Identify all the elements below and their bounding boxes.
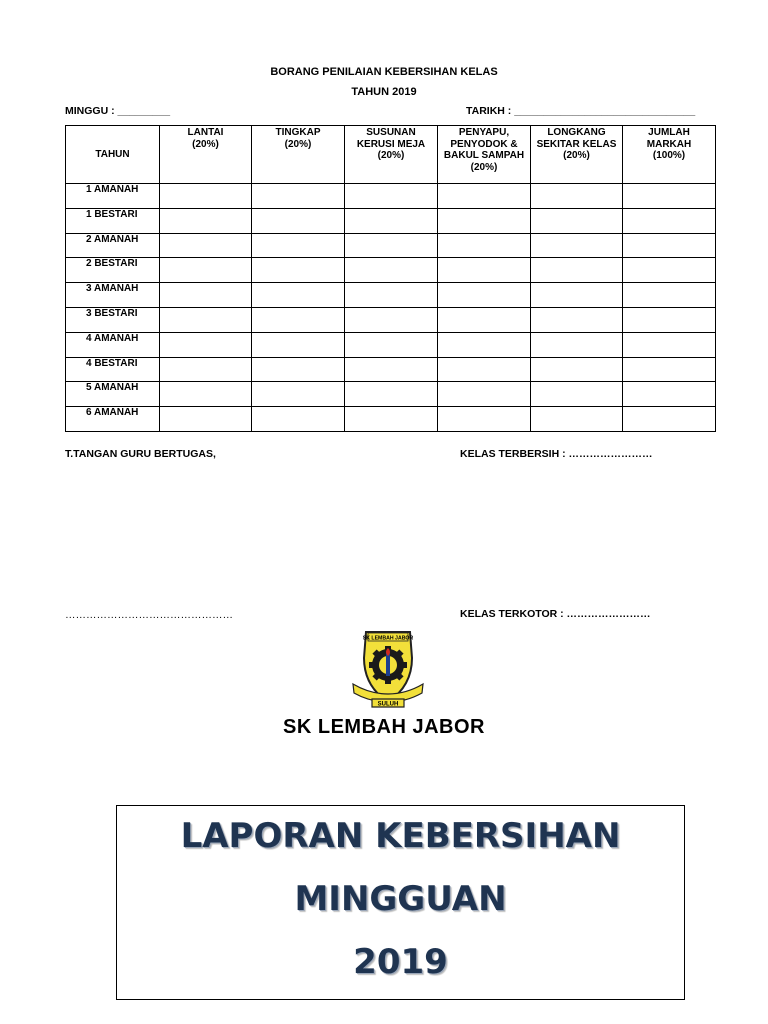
score-cell[interactable] [623, 283, 716, 308]
score-cell[interactable] [531, 407, 623, 432]
dirtiest-class-label: KELAS TERKOTOR : …………………… [460, 608, 651, 620]
class-name-cell: 2 AMANAH [66, 233, 160, 258]
score-cell[interactable] [438, 307, 531, 332]
table-row [66, 233, 716, 258]
score-cell[interactable] [623, 332, 716, 357]
score-cell[interactable] [345, 258, 438, 283]
score-cell[interactable] [531, 382, 623, 407]
score-cell[interactable] [345, 357, 438, 382]
score-cell[interactable] [531, 357, 623, 382]
score-cell[interactable] [531, 332, 623, 357]
score-cell[interactable] [623, 184, 716, 209]
logo-banner-text: SULUH [377, 701, 399, 708]
score-cell[interactable] [438, 233, 531, 258]
evaluation-table [65, 125, 716, 432]
score-cell[interactable] [345, 208, 438, 233]
score-cell[interactable] [623, 357, 716, 382]
score-cell[interactable] [345, 307, 438, 332]
score-cell[interactable] [623, 382, 716, 407]
score-cell[interactable] [252, 184, 345, 209]
score-cell[interactable] [438, 283, 531, 308]
score-cell[interactable] [531, 208, 623, 233]
score-cell[interactable] [623, 208, 716, 233]
table-row [66, 184, 716, 209]
score-cell[interactable] [160, 332, 252, 357]
class-name-cell: 6 AMANAH [66, 407, 160, 432]
table-body [66, 184, 716, 432]
score-cell[interactable] [252, 332, 345, 357]
table-row [66, 258, 716, 283]
signature-label: T.TANGAN GURU BERTUGAS, [65, 448, 216, 460]
score-cell[interactable] [345, 407, 438, 432]
score-cell[interactable] [160, 307, 252, 332]
table-row [66, 357, 716, 382]
score-cell[interactable] [438, 184, 531, 209]
form-year: TAHUN 2019 [351, 86, 417, 98]
column-header: JUMLAH MARKAH (100%) [623, 126, 716, 184]
class-name-cell: 5 AMANAH [66, 382, 160, 407]
score-cell[interactable] [160, 382, 252, 407]
class-name-cell: 1 BESTARI [66, 208, 160, 233]
minggu-field: MINGGU : _________ [65, 105, 171, 117]
column-header: TINGKAP (20%) [252, 126, 345, 184]
score-cell[interactable] [531, 233, 623, 258]
score-cell[interactable] [160, 407, 252, 432]
column-header: PENYAPU, PENYODOK & BAKUL SAMPAH (20%) [438, 126, 531, 184]
score-cell[interactable] [531, 184, 623, 209]
score-cell[interactable] [345, 184, 438, 209]
class-name-cell: 1 AMANAH [66, 184, 160, 209]
score-cell[interactable] [252, 382, 345, 407]
class-name-cell: 3 AMANAH [66, 283, 160, 308]
score-cell[interactable] [252, 233, 345, 258]
score-cell[interactable] [345, 283, 438, 308]
signature-line: ………………………………………… [65, 609, 233, 621]
cleanest-class-label: KELAS TERBERSIH : …………………… [460, 448, 653, 460]
column-header-tahun: TAHUN [66, 126, 160, 184]
score-cell[interactable] [531, 258, 623, 283]
score-cell[interactable] [623, 307, 716, 332]
table-row [66, 208, 716, 233]
score-cell[interactable] [531, 307, 623, 332]
report-title-line-1: LAPORAN KEBERSIHAN [180, 816, 621, 856]
column-header: LONGKANG SEKITAR KELAS (20%) [531, 126, 623, 184]
score-cell[interactable] [252, 357, 345, 382]
report-title-box [116, 805, 685, 1000]
score-cell[interactable] [623, 233, 716, 258]
table-header-row [66, 126, 716, 184]
score-cell[interactable] [252, 283, 345, 308]
score-cell[interactable] [160, 357, 252, 382]
score-cell[interactable] [345, 382, 438, 407]
score-cell[interactable] [438, 382, 531, 407]
class-name-cell: 3 BESTARI [66, 307, 160, 332]
score-cell[interactable] [160, 184, 252, 209]
score-cell[interactable] [623, 407, 716, 432]
report-title-line-3: 2019 [353, 942, 448, 982]
score-cell[interactable] [438, 407, 531, 432]
score-cell[interactable] [252, 208, 345, 233]
table-row [66, 307, 716, 332]
table-row [66, 332, 716, 357]
score-cell[interactable] [160, 233, 252, 258]
score-cell[interactable] [438, 332, 531, 357]
report-title-line-2: MINGGUAN [294, 879, 507, 919]
score-cell[interactable] [160, 258, 252, 283]
school-name: SK LEMBAH JABOR [283, 716, 485, 738]
score-cell[interactable] [160, 283, 252, 308]
table-row [66, 283, 716, 308]
score-cell[interactable] [623, 258, 716, 283]
column-header: SUSUNAN KERUSI MEJA (20%) [345, 126, 438, 184]
column-header: LANTAI (20%) [160, 126, 252, 184]
score-cell[interactable] [438, 357, 531, 382]
score-cell[interactable] [345, 332, 438, 357]
score-cell[interactable] [438, 208, 531, 233]
score-cell[interactable] [531, 283, 623, 308]
logo-top-text: SK LEMBAH JABOR [362, 635, 414, 642]
score-cell[interactable] [252, 258, 345, 283]
class-name-cell: 2 BESTARI [66, 258, 160, 283]
table-row [66, 382, 716, 407]
score-cell[interactable] [345, 233, 438, 258]
school-logo-icon [350, 628, 426, 710]
score-cell[interactable] [160, 208, 252, 233]
score-cell[interactable] [252, 307, 345, 332]
form-title: BORANG PENILAIAN KEBERSIHAN KELAS [270, 66, 498, 78]
table-row [66, 407, 716, 432]
class-name-cell: 4 AMANAH [66, 332, 160, 357]
score-cell[interactable] [438, 258, 531, 283]
class-name-cell: 4 BESTARI [66, 357, 160, 382]
tarikh-field: TARIKH : _______________________________ [466, 105, 696, 117]
score-cell[interactable] [252, 407, 345, 432]
